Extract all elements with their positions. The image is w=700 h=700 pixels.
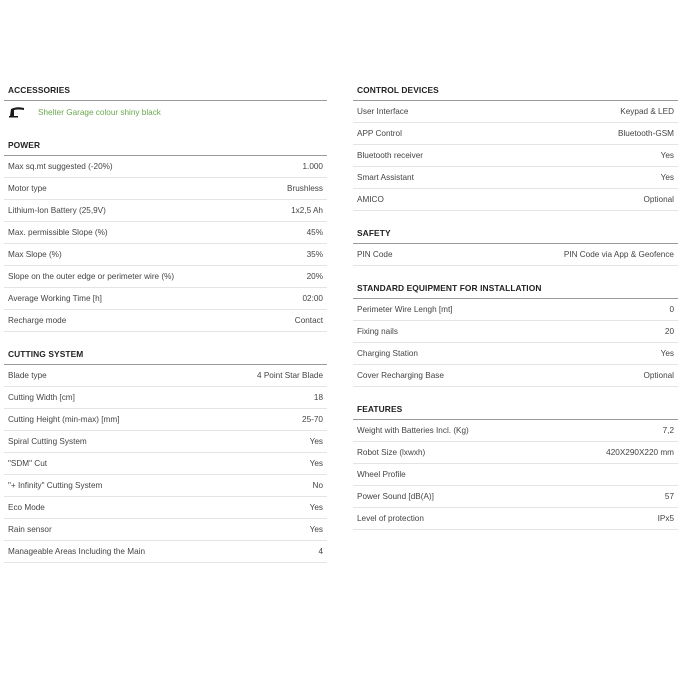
- spec-value: 35%: [306, 250, 323, 259]
- control-devices-header: CONTROL DEVICES: [353, 80, 678, 101]
- power-section: [4, 135, 327, 332]
- spec-row: [353, 365, 678, 387]
- spec-value: Yes: [660, 173, 674, 182]
- spec-label: User Interface: [357, 107, 409, 116]
- spec-row: [4, 156, 327, 178]
- spec-label: Rain sensor: [8, 525, 52, 534]
- spec-row: [4, 475, 327, 497]
- control-devices-rows: [353, 101, 678, 211]
- spec-row: [4, 244, 327, 266]
- features-section: [353, 399, 678, 530]
- spec-row: [4, 200, 327, 222]
- spec-label: Spiral Cutting System: [8, 437, 87, 446]
- spec-value: 1.000: [302, 162, 323, 171]
- spec-label: Bluetooth receiver: [357, 151, 423, 160]
- safety-rows: [353, 244, 678, 266]
- power-header: POWER: [4, 135, 327, 156]
- spec-label: Perimeter Wire Lengh [mt]: [357, 305, 453, 314]
- spec-label: Cover Recharging Base: [357, 371, 444, 380]
- spec-row: [4, 222, 327, 244]
- spec-row: [4, 453, 327, 475]
- spec-row: [353, 464, 678, 486]
- spec-value: Contact: [294, 316, 323, 325]
- spec-value: Yes: [660, 349, 674, 358]
- spec-value: 4: [318, 547, 323, 556]
- spec-value: Yes: [309, 525, 323, 534]
- features-header: FEATURES: [353, 399, 678, 420]
- spec-row: [4, 288, 327, 310]
- spec-value: Bluetooth-GSM: [618, 129, 674, 138]
- spec-value: PIN Code via App & Geofence: [563, 250, 674, 259]
- spec-value: Yes: [309, 503, 323, 512]
- spec-row: [4, 519, 327, 541]
- spec-value: 1x2,5 Ah: [291, 206, 323, 215]
- spec-value: 18: [313, 393, 323, 402]
- spec-row: [4, 541, 327, 563]
- spec-value: Optional: [643, 371, 674, 380]
- accessory-item[interactable]: [4, 101, 327, 123]
- spec-row: [353, 123, 678, 145]
- safety-section: [353, 223, 678, 266]
- spec-value: 4 Point Star Blade: [257, 371, 323, 380]
- spec-label: Weight with Batteries Incl. (Kg): [357, 426, 469, 435]
- spec-label: APP Control: [357, 129, 402, 138]
- spec-value: Yes: [309, 459, 323, 468]
- spec-row: [4, 365, 327, 387]
- spec-row: [4, 497, 327, 519]
- spec-label: Smart Assistant: [357, 173, 414, 182]
- spec-label: Motor type: [8, 184, 47, 193]
- spec-row: [4, 178, 327, 200]
- spec-value: Yes: [660, 151, 674, 160]
- safety-header: SAFETY: [353, 223, 678, 244]
- spec-value: 0: [669, 305, 674, 314]
- spec-row: [353, 442, 678, 464]
- standard-equipment-rows: [353, 299, 678, 387]
- standard-equipment-header: STANDARD EQUIPMENT FOR INSTALLATION: [353, 278, 678, 299]
- spec-row: [4, 310, 327, 332]
- spec-label: Eco Mode: [8, 503, 45, 512]
- spec-label: Cutting Height (min-max) [mm]: [8, 415, 120, 424]
- spec-row: [353, 299, 678, 321]
- spec-row: [4, 409, 327, 431]
- control-devices-section: [353, 80, 678, 211]
- right-spec-column: [353, 80, 678, 530]
- spec-label: Manageable Areas Including the Main: [8, 547, 146, 556]
- spec-label: Lithium-Ion Battery (25,9V): [8, 206, 106, 215]
- spec-value: Optional: [643, 195, 674, 204]
- cutting-system-rows: [4, 365, 327, 563]
- spec-label: Level of protection: [357, 514, 424, 523]
- spec-row: [353, 145, 678, 167]
- spec-row: [4, 266, 327, 288]
- power-rows: [4, 156, 327, 332]
- accessory-label[interactable]: Shelter Garage colour shiny black: [38, 107, 161, 117]
- spec-row: [353, 420, 678, 442]
- left-spec-column: [4, 80, 327, 563]
- spec-value: No: [312, 481, 323, 490]
- spec-label: Max Slope (%): [8, 250, 62, 259]
- spec-row: [353, 101, 678, 123]
- spec-row: [4, 431, 327, 453]
- spec-label: Cutting Width [cm]: [8, 393, 75, 402]
- spec-row: [353, 244, 678, 266]
- spec-label: "SDM" Cut: [8, 459, 48, 468]
- spec-label: Max sq.mt suggested (-20%): [8, 162, 113, 171]
- spec-value: Yes: [309, 437, 323, 446]
- spec-label: PIN Code: [357, 250, 393, 259]
- spec-label: "+ Infinity" Cutting System: [8, 481, 103, 490]
- standard-equipment-section: [353, 278, 678, 387]
- spec-value: 420X290X220 mm: [606, 448, 674, 457]
- spec-label: AMICO: [357, 195, 384, 204]
- accessories-section: [4, 80, 327, 123]
- spec-value: 57: [664, 492, 674, 501]
- spec-label: Fixing nails: [357, 327, 398, 336]
- spec-row: [353, 343, 678, 365]
- spec-row: [353, 167, 678, 189]
- spec-row: [353, 486, 678, 508]
- spec-value: 02:00: [302, 294, 323, 303]
- spec-value: 20: [664, 327, 674, 336]
- spec-label: Blade type: [8, 371, 47, 380]
- cutting-system-section: [4, 344, 327, 563]
- spec-row: [353, 189, 678, 211]
- spec-label: Charging Station: [357, 349, 418, 358]
- spec-row: [353, 321, 678, 343]
- spec-label: Robot Size (lxwxh): [357, 448, 426, 457]
- spec-row: [353, 508, 678, 530]
- spec-label: Max. permissible Slope (%): [8, 228, 108, 237]
- cutting-system-header: CUTTING SYSTEM: [4, 344, 327, 365]
- spec-value: Brushless: [287, 184, 323, 193]
- accessories-header: ACCESSORIES: [4, 80, 327, 101]
- spec-row: [4, 387, 327, 409]
- spec-value: IPx5: [657, 514, 674, 523]
- features-rows: [353, 420, 678, 530]
- spec-value: 20%: [306, 272, 323, 281]
- spec-label: Power Sound [dB(A)]: [357, 492, 434, 501]
- spec-label: Slope on the outer edge or perimeter wire (%): [8, 272, 175, 281]
- spec-value: 7,2: [662, 426, 674, 435]
- spec-value: 25-70: [302, 415, 323, 424]
- spec-label: Recharge mode: [8, 316, 67, 325]
- garage-shelter-icon: [8, 106, 26, 118]
- spec-label: Wheel Profile: [357, 470, 406, 479]
- spec-label: Average Working Time [h]: [8, 294, 102, 303]
- spec-value: 45%: [306, 228, 323, 237]
- spec-value: Keypad & LED: [620, 107, 674, 116]
